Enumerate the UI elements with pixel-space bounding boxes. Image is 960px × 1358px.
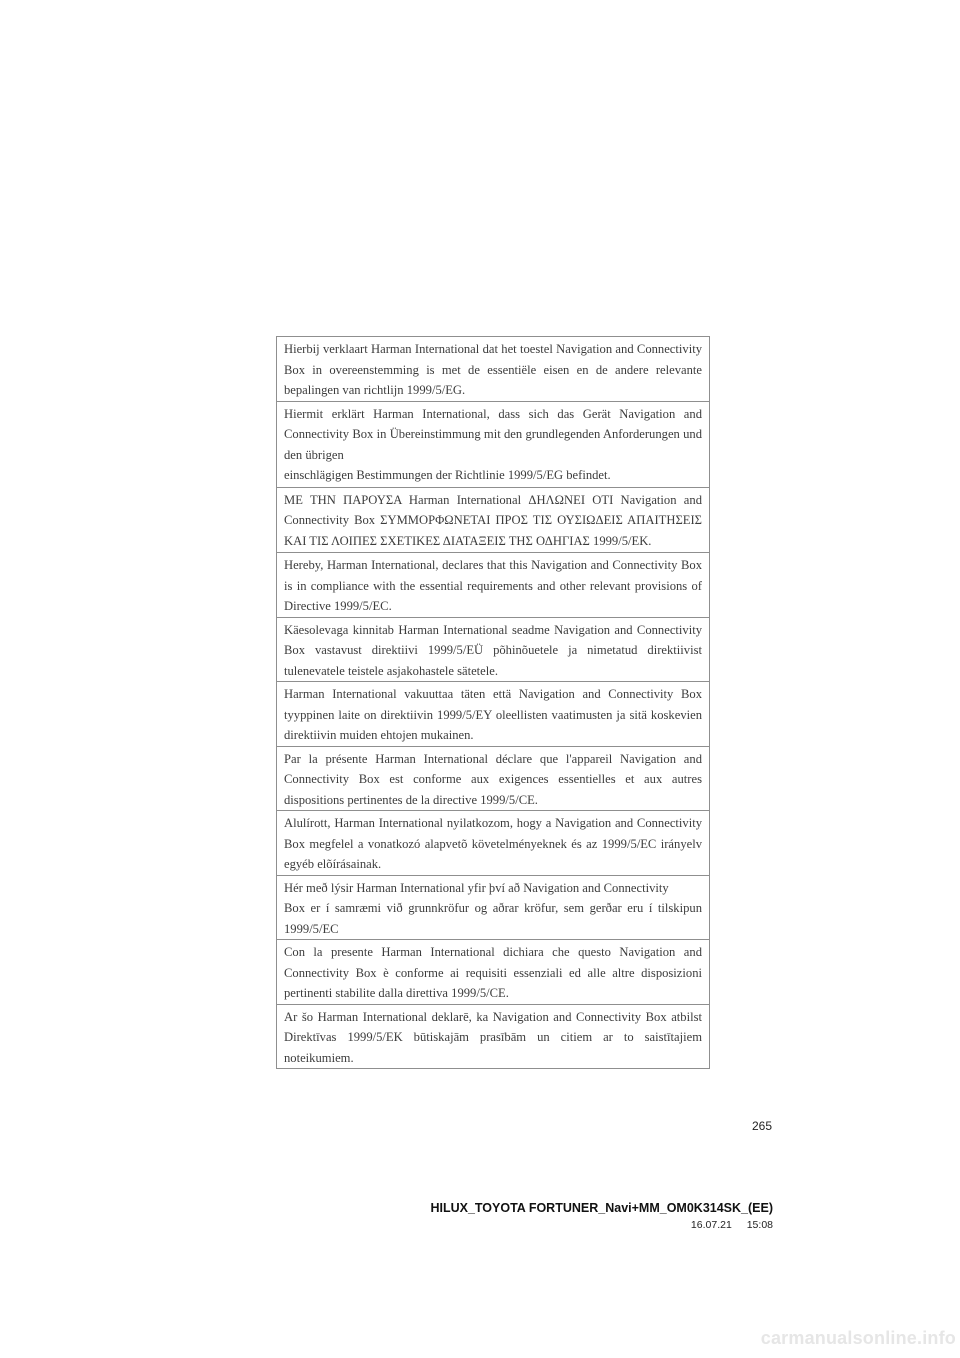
document-date: 16.07.21 [690,1219,732,1231]
document-timestamp [600,1219,773,1231]
declaration-row-english [277,553,710,618]
document-code: HILUX_TOYOTA FORTUNER_Navi+MM_OM0K314SK_(EE) [430,1201,773,1215]
declaration-row-estonian [277,617,710,682]
declaration-row-finnish [277,682,710,747]
declaration-table [276,336,710,1069]
declaration-row-hungarian [277,811,710,876]
declaration-row-italian [277,940,710,1005]
declaration-text-italian: Con la presente Harman International dichiara che questo Navigation and Connectivity Box è conforme ai requisiti essenziali ed alle altre disposizioni pertinenti stabilite dalla direttiva 1999/5/CE. [277,940,710,1005]
declaration-text-english: Hereby, Harman International, declares that this Navigation and Connectivity Box is in compliance with the essential requirements and other relevant provisions of Directive 1999/5/EC. [277,553,710,618]
declaration-text-french: Par la présente Harman International déclare que l'appareil Navigation and Connectivity Box est conforme aux exigences essentielles et aux autres dispositions pertinentes de la directive 1999/5/CE. [277,746,710,811]
declaration-text-icelandic: Hér með lýsir Harman International yfir því að Navigation and Connectivity Box er í samræmi við grunnkröfur og aðrar kröfur, sem gerðar eru í tilskipun 1999/5/EC [277,875,710,940]
declaration-row-german [277,401,710,487]
declaration-row-icelandic [277,875,710,940]
declaration-row-latvian [277,1004,710,1069]
page-number: 265 [751,1119,772,1133]
declaration-text-greek: ΜΕ ΤΗΝ ΠΑΡΟΥΣΑ Harman International ΔΗΛΩΝΕΙ ΟΤΙ Navigation and Connectivity Box ΣΥΜΜΟΡΦΩΝΕΤΑΙ ΠΡΟΣ ΤΙΣ ΟΥΣΙΩΔΕΙΣ ΑΠΑΙΤΗΣΕΙΣ ΚΑΙ ΤΙΣ ΛΟΙΠΕΣ ΣΧΕΤΙΚΕΣ ΔΙΑΤΑΞΕΙΣ ΤΗΣ ΟΔΗΓΙΑΣ 1999/5/ΕΚ. [277,487,710,553]
declaration-text-german: Hiermit erklärt Harman International, dass sich das Gerät Navigation and Connectivity Box in Übereinstimmung mit den grundlegenden Anforderungen und den übrigen einschlägigen Bestimmungen der Richtlinie 1999/5/EG befindet. [277,401,710,487]
declaration-text-hungarian: Alulírott, Harman International nyilatkozom, hogy a Navigation and Connectivity Box megfelel a vonatkozó alapvetõ követelményeknek és az 1999/5/EC irányelv egyéb elõírásainak. [277,811,710,876]
declaration-text-finnish: Harman International vakuuttaa täten että Navigation and Connectivity Box tyyppinen laite on direktiivin 1999/5/EY oleellisten vaatimusten ja sitä koskevien direktiivin muiden ehtojen mukainen. [277,682,710,747]
declaration-text-latvian: Ar šo Harman International deklarē, ka Navigation and Connectivity Box atbilst Direktīvas 1999/5/EK būtiskajām prasībām un citiem ar to saistītajiem noteikumiem. [277,1004,710,1069]
declaration-text-estonian: Käesolevaga kinnitab Harman International seadme Navigation and Connectivity Box vastavust direktiivi 1999/5/EÜ põhinõuetele ja nimetatud direktiivist tulenevatele teistele asjakohastele sätetele. [277,617,710,682]
declaration-row-dutch [277,337,710,402]
document-time: 15:08 [746,1219,773,1231]
declaration-row-french [277,746,710,811]
declaration-text-dutch: Hierbij verklaart Harman International dat het toestel Navigation and Connectivity Box in overeenstemming is met de essentiële eisen en de andere relevante bepalingen van richtlijn 1999/5/EG. [277,337,710,402]
watermark: carmanualsonline.info [760,1328,956,1348]
declaration-row-greek [277,487,710,553]
